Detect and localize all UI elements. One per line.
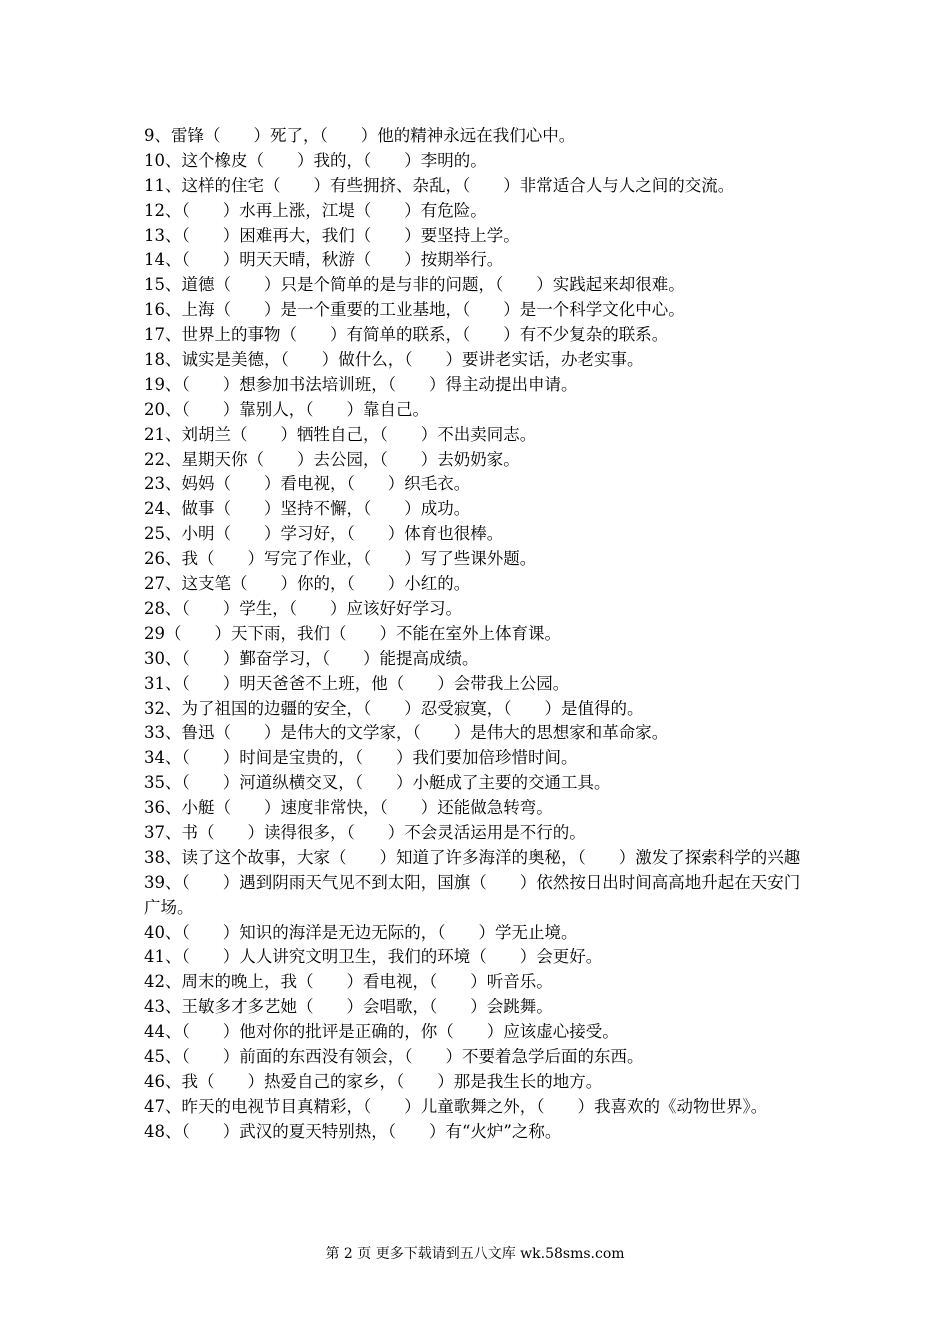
exercise-item: 29（ ）天下雨，我们（ ）不能在室外上体育课。: [144, 623, 561, 643]
exercise-item: 41、（ ）人人讲究文明卫生，我们的环境（ ）会更好。: [144, 947, 603, 967]
exercise-item: 31、（ ）明天爸爸不上班，他（ ）会带我上公园。: [144, 673, 570, 693]
exercise-item: 12、（ ）水再上涨，江堤（ ）有危险。: [144, 200, 487, 220]
exercise-item: 43、王敏多才多艺她（ ）会唱歌，（ ）会跳舞。: [144, 997, 553, 1017]
exercise-item: 16、上海（ ）是一个重要的工业基地，（ ）是一个科学文化中心。: [144, 300, 685, 320]
exercise-item: 36、小艇（ ）速度非常快，（ ）还能做急转弯。: [144, 798, 553, 818]
exercise-item: 39、（ ）遇到阴雨天气见不到太阳，国旗（ ）依然按日出时间高高地升起在天安门广场。: [144, 872, 801, 917]
exercise-item: 34、（ ）时间是宝贵的，（ ）我们要加倍珍惜时间。: [144, 748, 578, 768]
exercise-item: 30、（ ）鄞奋学习，（ ）能提高成绩。: [144, 648, 479, 668]
exercise-item: 23、妈妈（ ）看电视，（ ）织毛衣。: [144, 474, 471, 494]
exercise-item: 28、（ ）学生，（ ）应该好好学习。: [144, 598, 462, 618]
exercise-item: 11、这样的住宅（ ）有些拥挤、杂乱，（ ）非常适合人与人之间的交流。: [144, 175, 735, 195]
exercise-item: 47、昨天的电视节目真精彩，（ ）儿童歌舞之外，（ ）我喜欢的《动物世界》。: [144, 1096, 768, 1116]
exercise-item: 48、（ ）武汉的夏天特别热，（ ）有“火炉”之称。: [144, 1121, 562, 1141]
exercise-item: 27、这支笔（ ）你的，（ ）小红的。: [144, 574, 471, 594]
exercise-item: 26、我（ ）写完了作业，（ ）写了些课外题。: [144, 549, 537, 569]
exercise-item: 18、诚实是美德，（ ）做什么，（ ）要讲老实话，办老实事。: [144, 350, 644, 370]
page-footer: 第 2 页 更多下载请到五八文库 wk.58sms.com: [325, 1246, 625, 1262]
exercise-item: 21、刘胡兰（ ）牺牲自己，（ ）不出卖同志。: [144, 424, 537, 444]
exercise-item: 13、（ ）困难再大，我们（ ）要坚持上学。: [144, 225, 520, 245]
exercise-item: 25、小明（ ）学习好，（ ）体育也很棒。: [144, 524, 504, 544]
exercise-list: [144, 124, 814, 1145]
exercise-item: 20、（ ）靠别人，（ ）靠自己。: [144, 399, 429, 419]
exercise-item: 24、做事（ ）坚持不懈，（ ）成功。: [144, 499, 471, 519]
exercise-item: 40、（ ）知识的海洋是无边无际的，（ ）学无止境。: [144, 922, 578, 942]
exercise-item: 19、（ ）想参加书法培训班，（ ）得主动提出申请。: [144, 374, 578, 394]
exercise-item: 10、这个橡皮（ ）我的，（ ）李明的。: [144, 150, 487, 170]
exercise-item: 33、鲁迅（ ）是伟大的文学家，（ ）是伟大的思想家和革命家。: [144, 723, 669, 743]
exercise-item: 22、星期天你（ ）去公园，（ ）去奶奶家。: [144, 449, 520, 469]
exercise-item: 42、周末的晚上，我（ ）看电视，（ ）听音乐。: [144, 972, 553, 992]
exercise-item: 14、（ ）明天天晴，秋游（ ）按期举行。: [144, 250, 504, 270]
exercise-item: 46、我（ ）热爱自己的家乡，（ ）那是我生长的地方。: [144, 1071, 603, 1091]
exercise-item: 45、（ ）前面的东西没有领会，（ ）不要着急学后面的东西。: [144, 1047, 644, 1067]
exercise-item: 38、读了这个故事，大家（ ）知道了许多海洋的奥秘，（ ）激发了探索科学的兴趣: [144, 847, 801, 867]
exercise-item: 17、世界上的事物（ ）有简单的联系，（ ）有不少复杂的联系。: [144, 325, 669, 345]
exercise-item: 32、为了祖国的边疆的安全，（ ）忍受寂寞，（ ）是值得的。: [144, 698, 644, 718]
exercise-item: 37、书（ ）读得很多，（ ）不会灵活运用是不行的。: [144, 822, 586, 842]
exercise-item: 15、道德（ ）只是个简单的是与非的问题，（ ）实践起来却很难。: [144, 275, 685, 295]
exercise-item: 44、（ ）他对你的批评是正确的，你（ ）应该虚心接受。: [144, 1022, 619, 1042]
exercise-item: 9、雷锋（ ）死了，（ ）他的精神永远在我们心中。: [144, 126, 576, 145]
exercise-item: 35、（ ）河道纵横交叉，（ ）小艇成了主要的交通工具。: [144, 773, 611, 793]
